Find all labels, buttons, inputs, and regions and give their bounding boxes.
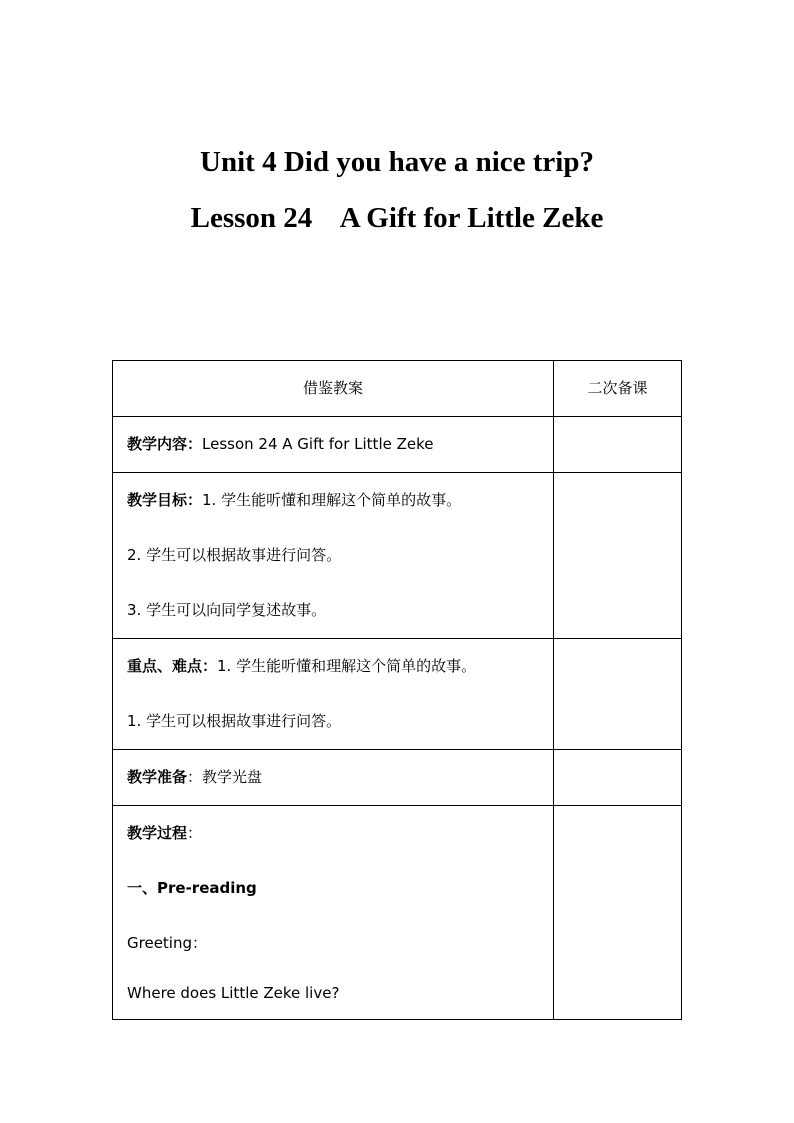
preparation-side-cell (554, 750, 682, 806)
lesson-title: Lesson 24 A Gift for Little Zeke (190, 202, 604, 234)
content-side-cell (554, 417, 682, 473)
objectives-side-cell (554, 473, 682, 639)
objectives-cell (113, 473, 554, 639)
process-colon: ： (187, 824, 203, 842)
process-question: Where does Little Zeke live? (127, 984, 340, 1002)
preparation-row (113, 750, 682, 806)
objective-item-3: 3. 学生可以向同学复述故事。 (127, 601, 327, 619)
key-point-item-2: 1. 学生可以根据故事进行问答。 (127, 712, 342, 730)
key-points-row (113, 639, 682, 750)
header-main-label: 借鉴教案 (302, 379, 363, 397)
process-greeting: Greeting： (127, 934, 207, 952)
unit-title: Unit 4 Did you have a nice trip? (200, 146, 594, 178)
process-label: 教学过程 (127, 824, 188, 842)
preparation-label: 教学准备 (127, 768, 188, 786)
process-cell (113, 806, 554, 1020)
objectives-row (113, 473, 682, 639)
objective-line-1 (127, 473, 539, 528)
lesson-plan-table (112, 360, 682, 1020)
table-header-row (113, 361, 682, 417)
preparation-value: ：教学光盘 (187, 768, 263, 786)
content-label: 教学内容： (127, 435, 203, 453)
process-line (127, 806, 539, 861)
objective-item-2: 2. 学生可以根据故事进行问答。 (127, 546, 342, 564)
content-value: Lesson 24 A Gift for Little Zeke (202, 435, 434, 453)
header-main-cell (113, 361, 554, 417)
content-cell (113, 417, 554, 473)
key-point-line-1 (127, 639, 539, 694)
content-line (127, 417, 539, 472)
preparation-cell (113, 750, 554, 806)
content-row (113, 417, 682, 473)
objective-item-1: 1. 学生能听懂和理解这个简单的故事。 (202, 491, 462, 509)
objectives-label: 教学目标： (127, 491, 203, 509)
header-side-cell (554, 361, 682, 417)
key-points-cell (113, 639, 554, 750)
process-side-cell (554, 806, 682, 1020)
key-point-item-1: 1. 学生能听懂和理解这个简单的故事。 (217, 657, 477, 675)
preparation-line (127, 750, 539, 805)
process-row (113, 806, 682, 1020)
header-side-label: 二次备课 (587, 379, 648, 397)
process-section-pre-reading: 一、Pre-reading (127, 879, 257, 897)
key-points-label: 重点、难点： (127, 657, 218, 675)
key-points-side-cell (554, 639, 682, 750)
